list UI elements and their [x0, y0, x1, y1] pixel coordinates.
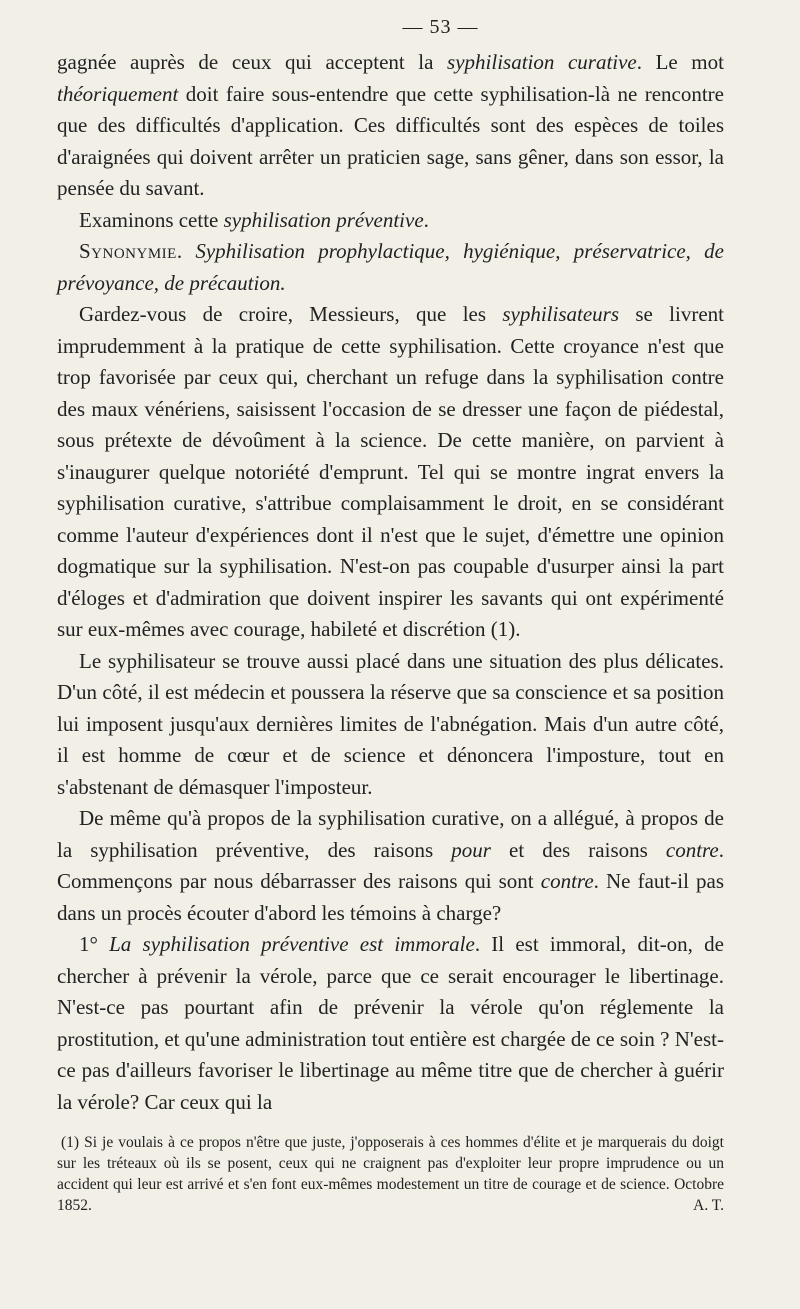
paragraph-de-meme	[57, 803, 724, 929]
paragraph-syphilisateur: Le syphilisateur se trouve aussi placé dans une situation des plus délicates. D'un côté, il est médecin et poussera la réserve que sa conscience et sa position lui imposent jusqu'aux dernières limites de l'abnégation. Mais d'un autre côté, il est homme de cœur et de science et dénoncera l'imposture, tout en s'abstenant de démasquer l'imposteur.	[57, 648, 724, 799]
italic-term: La syphilisation préventive est immorale	[109, 932, 475, 956]
footnote-signature: A. T.	[693, 1197, 724, 1214]
text-run: . Il est immoral, dit-on, de chercher à prévenir la vérole, parce que ce serait encourager le libertinage. N'est-ce pas pourtant afin de prévenir la vérole qu'on réglemente la prostitution, et qu'une administration tout entière est chargée de ce soin ? N'est-ce pas d'ailleurs favoriser le libertinage au même titre que de chercher à guérir la vérole? Car ceux qui la	[57, 932, 724, 1114]
text-run: .	[176, 239, 196, 263]
italic-term: contre	[540, 869, 594, 893]
text-run: et des raisons	[490, 837, 666, 862]
text-run: . Commençons par nous débarrasser des raisons qui sont	[57, 837, 724, 893]
italic-term: théoriquement	[57, 81, 179, 106]
italic-term: contre	[665, 837, 719, 862]
text-run: gagnée auprès de ceux qui acceptent la	[57, 50, 448, 74]
italic-term: syphilisation préventive	[223, 207, 424, 232]
text-run: .	[423, 207, 429, 232]
paragraph-examinons	[57, 205, 724, 237]
paragraph-synonymie	[57, 236, 724, 299]
paragraph-continuation	[57, 47, 724, 205]
paragraph-gardez-vous	[57, 299, 724, 646]
paragraph-immorale	[57, 929, 724, 1118]
section-label: Synonymie	[79, 239, 177, 263]
italic-term: syphilisateurs	[502, 302, 620, 326]
footnote	[57, 1132, 724, 1216]
text-run: Gardez-vous de croire, Messieurs, que les	[79, 302, 503, 326]
page-number: — 53 —	[402, 16, 479, 38]
text-run: De même qu'à propos de la syphilisation curative, on a allégué, à propos de la syphilisation préventive, des raisons	[57, 806, 724, 862]
text-run: Examinons cette	[79, 207, 224, 232]
italic-term: Syphilisation prophylactique, hygiénique, préservatrice, de prévoyance, de précaution.	[57, 239, 724, 295]
text-run: . Le mot	[636, 50, 724, 74]
text-run: 1°	[79, 932, 110, 956]
text-run: . Ne faut-il pas dans un procès écouter d'abord les témoins à charge?	[57, 869, 724, 925]
text-run: se livrent imprudemment à la pratique de cette syphilisation. Cette croyance n'est que trop favorisée par ceux qui, cherchant un refuge dans la syphilisation contre des maux vénériens, saisissent l'occasion de se dresser une façon de piédestal, sous prétexte de dévoûment à la science. De cette manière, on parvient à s'inaugurer quelque notoriété d'emprunt. Tel qui se montre ingrat envers la syphilisation curative, s'attribue complaisamment le droit, en se considérant comme l'auteur d'expériences dont il n'est que le sujet, d'émettre une opinion dogmatique sur la syphilisation. N'est-on pas coupable d'usurper ainsi la part d'éloges et d'admiration que doivent inspirer les savants qui ont expérimenté sur eux-mêmes avec courage, habileté et discrétion (1).	[57, 302, 724, 641]
text-run: doit faire sous-entendre que cette syphilisation-là ne rencontre que des difficultés d'application. Ces difficultés sont des espèces de toiles d'araignées qui doivent arrêter un praticien sage, sans gêner, dans son essor, la pensée du savant.	[57, 81, 724, 200]
italic-term: pour	[451, 837, 491, 862]
footnote-text: (1) Si je voulais à ce propos n'être que juste, j'opposerais à ces hommes d'élite et je marquerais du doigt sur les tréteaux où ils se posent, ceux qui ne craignent pas d'exploiter leur propre imprudence ou un accident qui leur est arrivé et s'en font eux-mêmes modestement un titre de courage et de science. Octobre 1852.	[57, 1134, 724, 1214]
italic-term: syphilisation curative	[447, 50, 637, 74]
